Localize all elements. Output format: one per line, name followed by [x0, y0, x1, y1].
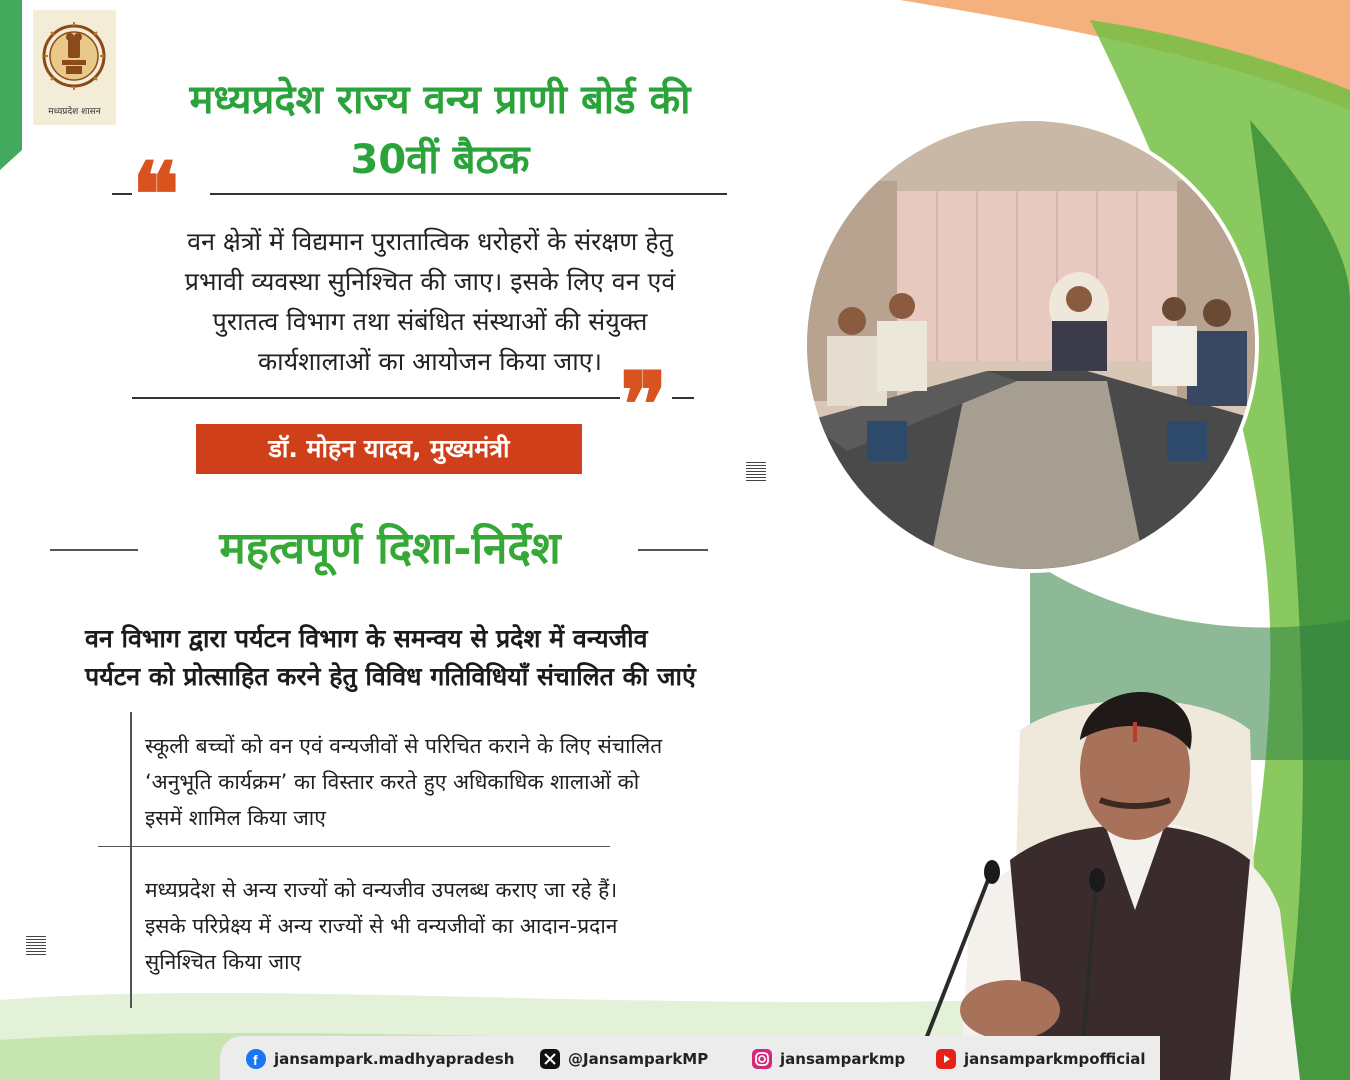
svg-text:f: f	[253, 1052, 258, 1068]
emblem-caption: मध्यप्रदेश शासन	[48, 107, 101, 117]
lead-line-1: वन विभाग द्वारा पर्यटन विभाग के समन्वय से प्रदेश में वन्यजीव	[85, 624, 648, 653]
facebook-handle: jansampark.madhyapradesh	[274, 1050, 515, 1068]
bullet-separator	[98, 846, 610, 847]
facebook-icon	[246, 1049, 266, 1069]
instagram-handle: jansamparkmp	[780, 1050, 906, 1068]
quote-top-rule	[112, 193, 132, 195]
directive-line: इसमें शामिल किया जाए	[145, 806, 326, 830]
directive-line: सुनिश्चित किया जाए	[145, 950, 302, 974]
quote-bottom-rule-right	[672, 397, 694, 399]
bullet-divider-vertical	[130, 712, 132, 1008]
lead-line-2: पर्यटन को प्रोत्साहित करने हेतु विविध गतिविधियाँ संचालित की जाएं	[85, 662, 696, 691]
govt-emblem-badge	[33, 10, 116, 125]
lead-directive	[85, 620, 915, 696]
directive-item-2	[145, 872, 835, 980]
section-heading: महत्वपूर्ण दिशा-निर्देश	[219, 523, 561, 574]
quote-top-rule-right	[210, 193, 727, 195]
grip-icon	[26, 936, 46, 957]
x-handle: @JansamparkMP	[568, 1050, 709, 1068]
quote-line: प्रभावी व्यवस्था सुनिश्चित की जाए। इसके लिए वन एवं	[184, 267, 676, 296]
open-quote-icon: ❝	[132, 142, 180, 246]
page-title	[110, 70, 770, 190]
directive-line: ‘अनुभूति कार्यक्रम’ का विस्तार करते हुए अधिकाधिक शालाओं को	[145, 770, 640, 794]
directive-line: इसके परिप्रेक्ष्य में अन्य राज्यों से भी वन्यजीवों का आदान-प्रदान	[145, 914, 618, 938]
youtube-icon	[936, 1049, 956, 1069]
meeting-photo	[803, 117, 1259, 573]
directive-line: स्कूली बच्चों को वन एवं वन्यजीवों से परिचित कराने के लिए संचालित	[145, 734, 663, 758]
meeting-room-illustration	[807, 121, 1259, 573]
youtube-link[interactable]	[936, 1048, 1146, 1070]
instagram-icon	[752, 1049, 772, 1069]
title-line-2: 30वीं बैठक	[350, 137, 530, 183]
directive-item-1	[145, 728, 835, 836]
x-icon	[540, 1049, 560, 1069]
speaker-name-tag: डॉ. मोहन यादव, मुख्यमंत्री	[196, 424, 582, 474]
heading-rule-right	[638, 549, 708, 551]
youtube-handle: jansamparkmpofficial	[964, 1050, 1146, 1068]
instagram-link[interactable]	[752, 1048, 905, 1070]
title-line-1: मध्यप्रदेश राज्य वन्य प्राणी बोर्ड की	[189, 77, 691, 123]
x-link[interactable]	[540, 1048, 708, 1070]
directive-line: मध्यप्रदेश से अन्य राज्यों को वन्यजीव उपलब्ध कराए जा रहे हैं।	[145, 878, 618, 902]
close-quote-icon: ❞	[620, 352, 668, 456]
quote-line: कार्यशालाओं का आयोजन किया जाए।	[257, 347, 602, 376]
facebook-link[interactable]	[246, 1048, 514, 1070]
quote-bottom-rule	[132, 397, 620, 399]
quote-line: पुरातत्व विभाग तथा संबंधित संस्थाओं की संयुक्त	[212, 307, 648, 336]
quote-line: वन क्षेत्रों में विद्यमान पुरातात्विक धरोहरों के संरक्षण हेतु	[187, 227, 673, 256]
social-footer	[220, 1036, 1160, 1080]
heading-rule-left	[50, 549, 138, 551]
chief-minister-photo	[900, 650, 1350, 1080]
mp-govt-emblem-icon	[42, 16, 107, 101]
grip-icon	[746, 462, 766, 483]
